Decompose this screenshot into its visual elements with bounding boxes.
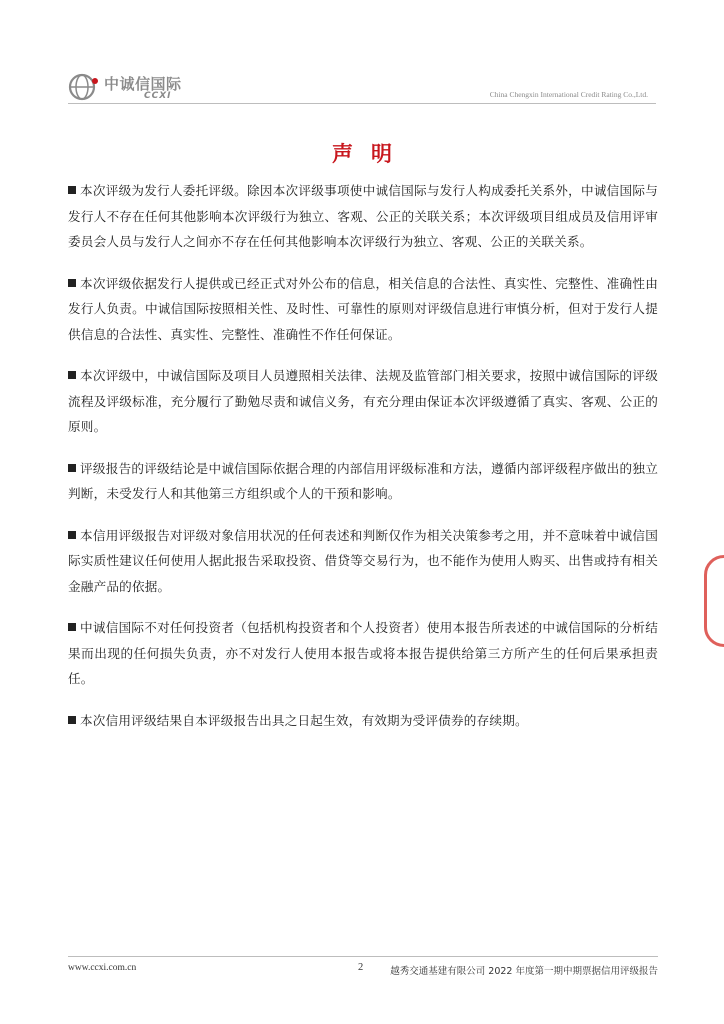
footer-divider bbox=[68, 956, 658, 957]
statement-list bbox=[68, 178, 658, 749]
statement-item bbox=[68, 363, 658, 440]
square-bullet-icon bbox=[68, 623, 76, 631]
square-bullet-icon bbox=[68, 531, 76, 539]
statement-text: 本次评级依据发行人提供或已经正式对外公布的信息，相关信息的合法性、真实性、完整性、准确性由发行人负责。中诚信国际按照相关性、及时性、可靠性的原则对评级信息进行审慎分析，但对于发行人提供信息的合法性、真实性、完整性、准确性不作任何保证。 bbox=[68, 275, 658, 342]
square-bullet-icon bbox=[68, 279, 76, 287]
square-bullet-icon bbox=[68, 464, 76, 472]
statement-text: 中诚信国际不对任何投资者（包括机构投资者和个人投资者）使用本报告所表述的中诚信国际的分析结果而出现的任何损失负责，亦不对发行人使用本报告或将本报告提供给第三方所产生的任何后果承担责任。 bbox=[68, 620, 658, 686]
statement-item bbox=[68, 523, 658, 600]
statement-text: 本次信用评级结果自本评级报告出具之日起生效，有效期为受评债券的存续期。 bbox=[80, 712, 528, 728]
statement-text: 本次评级中，中诚信国际及项目人员遵照相关法律、法规及监管部门相关要求，按照中诚信国际的评级流程及评级标准，充分履行了勤勉尽责和诚信义务，有充分理由保证本次评级遵循了真实、客观、公正的原则。 bbox=[68, 368, 658, 434]
square-bullet-icon bbox=[68, 371, 76, 379]
statement-item bbox=[68, 178, 658, 255]
footer-report-title: 越秀交通基建有限公司 2022 年度第一期中期票据信用评级报告 bbox=[390, 966, 658, 977]
ccxi-logo bbox=[68, 70, 188, 104]
statement-item bbox=[68, 615, 658, 692]
company-english-name: China Chengxin International Credit Rating Co.,Ltd. bbox=[489, 90, 648, 99]
statement-text: 本次评级为发行人委托评级。除因本次评级事项使中诚信国际与发行人构成委托关系外，中诚信国际与发行人不存在任何其他影响本次评级行为独立、客观、公正的关联关系；本次评级项目组成员及信用评审委员会人员与发行人之间亦不存在任何其他影响本次评级行为独立、客观、公正的关联关系。 bbox=[68, 183, 658, 249]
page-footer bbox=[68, 956, 658, 980]
statement-item bbox=[68, 456, 658, 507]
ccxi-globe-icon bbox=[68, 72, 102, 102]
page-title: 声明 bbox=[332, 142, 410, 166]
footer-website: www.ccxi.com.cn bbox=[68, 963, 137, 973]
page-header bbox=[68, 70, 656, 104]
page-number: 2 bbox=[358, 962, 364, 973]
square-bullet-icon bbox=[68, 186, 76, 194]
statement-text: 评级报告的评级结论是中诚信国际依据合理的内部信用评级标准和方法，遵循内部评级程序做出的独立判断，未受发行人和其他第三方组织或个人的干预和影响。 bbox=[68, 460, 658, 501]
square-bullet-icon bbox=[68, 716, 76, 724]
logo-english-abbr: CCXI bbox=[144, 91, 172, 101]
logo-chinese-name: 中诚信国际 bbox=[104, 75, 182, 93]
company-seal-stamp bbox=[704, 555, 724, 647]
statement-item bbox=[68, 271, 658, 348]
statement-item bbox=[68, 708, 658, 734]
statement-text: 本信用评级报告对评级对象信用状况的任何表述和判断仅作为相关决策参考之用，并不意味着中诚信国际实质性建议任何使用人据此报告采取投资、借贷等交易行为，也不能作为使用人购买、出售或持有相关金融产品的依据。 bbox=[68, 527, 658, 594]
header-divider bbox=[68, 103, 656, 104]
